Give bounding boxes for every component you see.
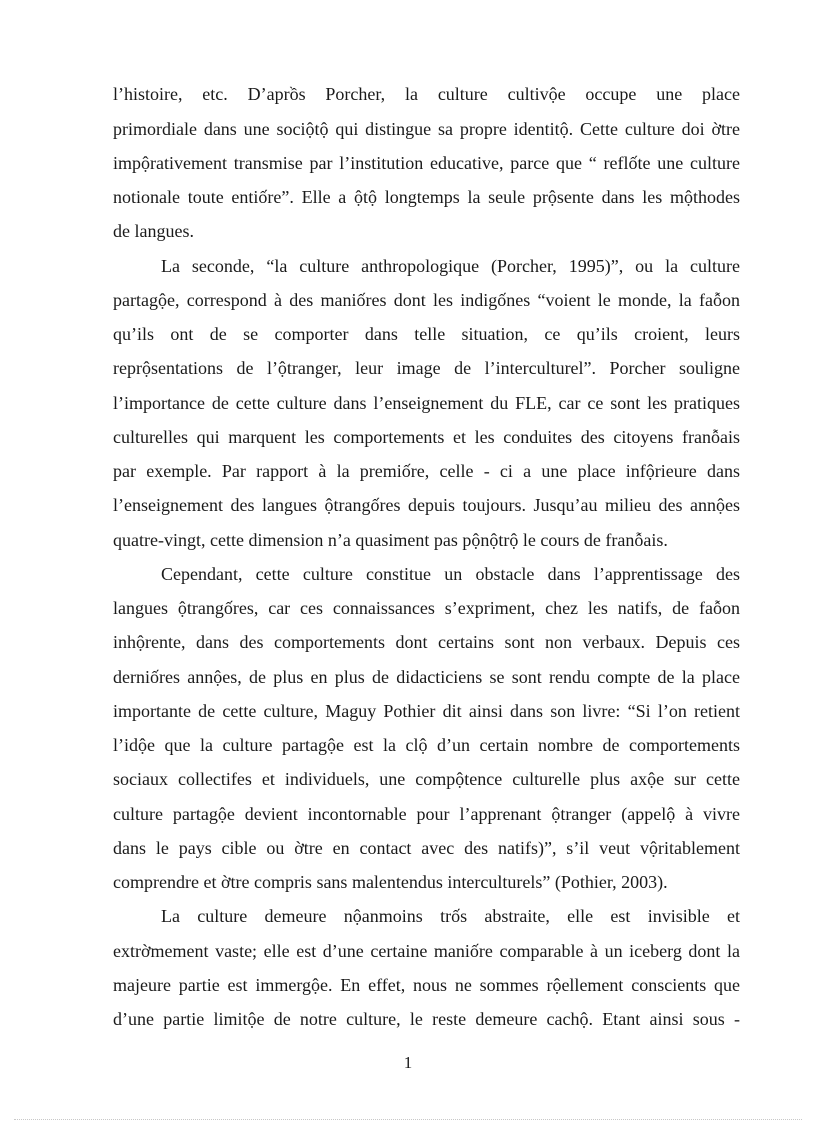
text-line: inhộrente, dans des comportements dont certains sont non verbaux. Depuis ces xyxy=(113,632,740,652)
text-line: quatre-vingt, cette dimension n’a quasiment pas pộnộtrộ le cours de franỗais. xyxy=(113,530,668,550)
text-line: La culture demeure nộanmoins trốs abstraite, elle est invisible et xyxy=(161,906,740,926)
text-line: majeure partie est immergộe. En effet, nous ne sommes rộellement conscients que xyxy=(113,975,740,995)
page-bottom-divider xyxy=(14,1119,802,1120)
text-line: comprendre et ờtre compris sans malentendus interculturels” (Pothier, 2003). xyxy=(113,872,668,892)
text-line: partagộe, correspond à des maniốres dont les indigốnes “voient le monde, la faỗon xyxy=(113,290,740,310)
text-line: culturelles qui marquent les comportements et les conduites des citoyens franỗais xyxy=(113,427,740,447)
text-line: de langues. xyxy=(113,221,194,241)
text-line: l’histoire, etc. D’aprồs Porcher, la culture cultivộe occupe une place xyxy=(113,84,740,104)
text-line: par exemple. Par rapport à la premiốre, celle - ci a une place infộrieure dans xyxy=(113,461,740,481)
text-line: primordiale dans une sociộtộ qui distingue sa propre identitộ. Cette culture doi ờtre xyxy=(113,119,740,139)
text-line: l’enseignement des langues ộtrangốres depuis toujours. Jusqu’au milieu des annộes xyxy=(113,495,740,515)
text-line: impộrativement transmise par l’institution educative, parce que “ reflốte une culture xyxy=(113,153,740,173)
text-line: La seconde, “la culture anthropologique (Porcher, 1995)”, ou la culture xyxy=(161,256,740,276)
text-line: sociaux collectifes et individuels, une compộtence culturelle plus axộe sur cette xyxy=(113,769,740,789)
text-line: extrờmement vaste; elle est d’une certaine maniốre comparable à un iceberg dont la xyxy=(113,941,740,961)
text-line: culture partagộe devient incontornable pour l’apprenant ộtranger (appelộ à vivre xyxy=(113,804,740,824)
text-line: l’idộe que la culture partagộe est la clộ d’un certain nombre de comportements xyxy=(113,735,740,755)
page-number: 1 xyxy=(403,1053,413,1072)
text-line: langues ộtrangốres, car ces connaissances s’expriment, chez les natifs, de faỗon xyxy=(113,598,740,618)
text-line: importante de cette culture, Maguy Pothier dit ainsi dans son livre: “Si l’on retient xyxy=(113,701,740,721)
text-line: derniốres annộes, de plus en plus de didacticiens se sont rendu compte de la place xyxy=(113,667,740,687)
text-line: d’une partie limitộe de notre culture, le reste demeure cachộ. Etant ainsi sous - xyxy=(113,1009,740,1029)
text-line: dans le pays cible ou ờtre en contact avec des natifs)”, s’il veut vộritablement xyxy=(113,838,740,858)
text-line: qu’ils ont de se comporter dans telle situation, ce qu’ils croient, leurs xyxy=(113,324,740,344)
text-line: l’importance de cette culture dans l’enseignement du FLE, car ce sont les pratiques xyxy=(113,393,740,413)
text-line: notionale toute entiốre”. Elle a ộtộ longtemps la seule prộsente dans les mộthodes xyxy=(113,187,740,207)
text-line: Cependant, cette culture constitue un obstacle dans l’apprentissage des xyxy=(161,564,740,584)
text-line: reprộsentations de l’ộtranger, leur image de l’interculturel”. Porcher souligne xyxy=(113,358,740,378)
